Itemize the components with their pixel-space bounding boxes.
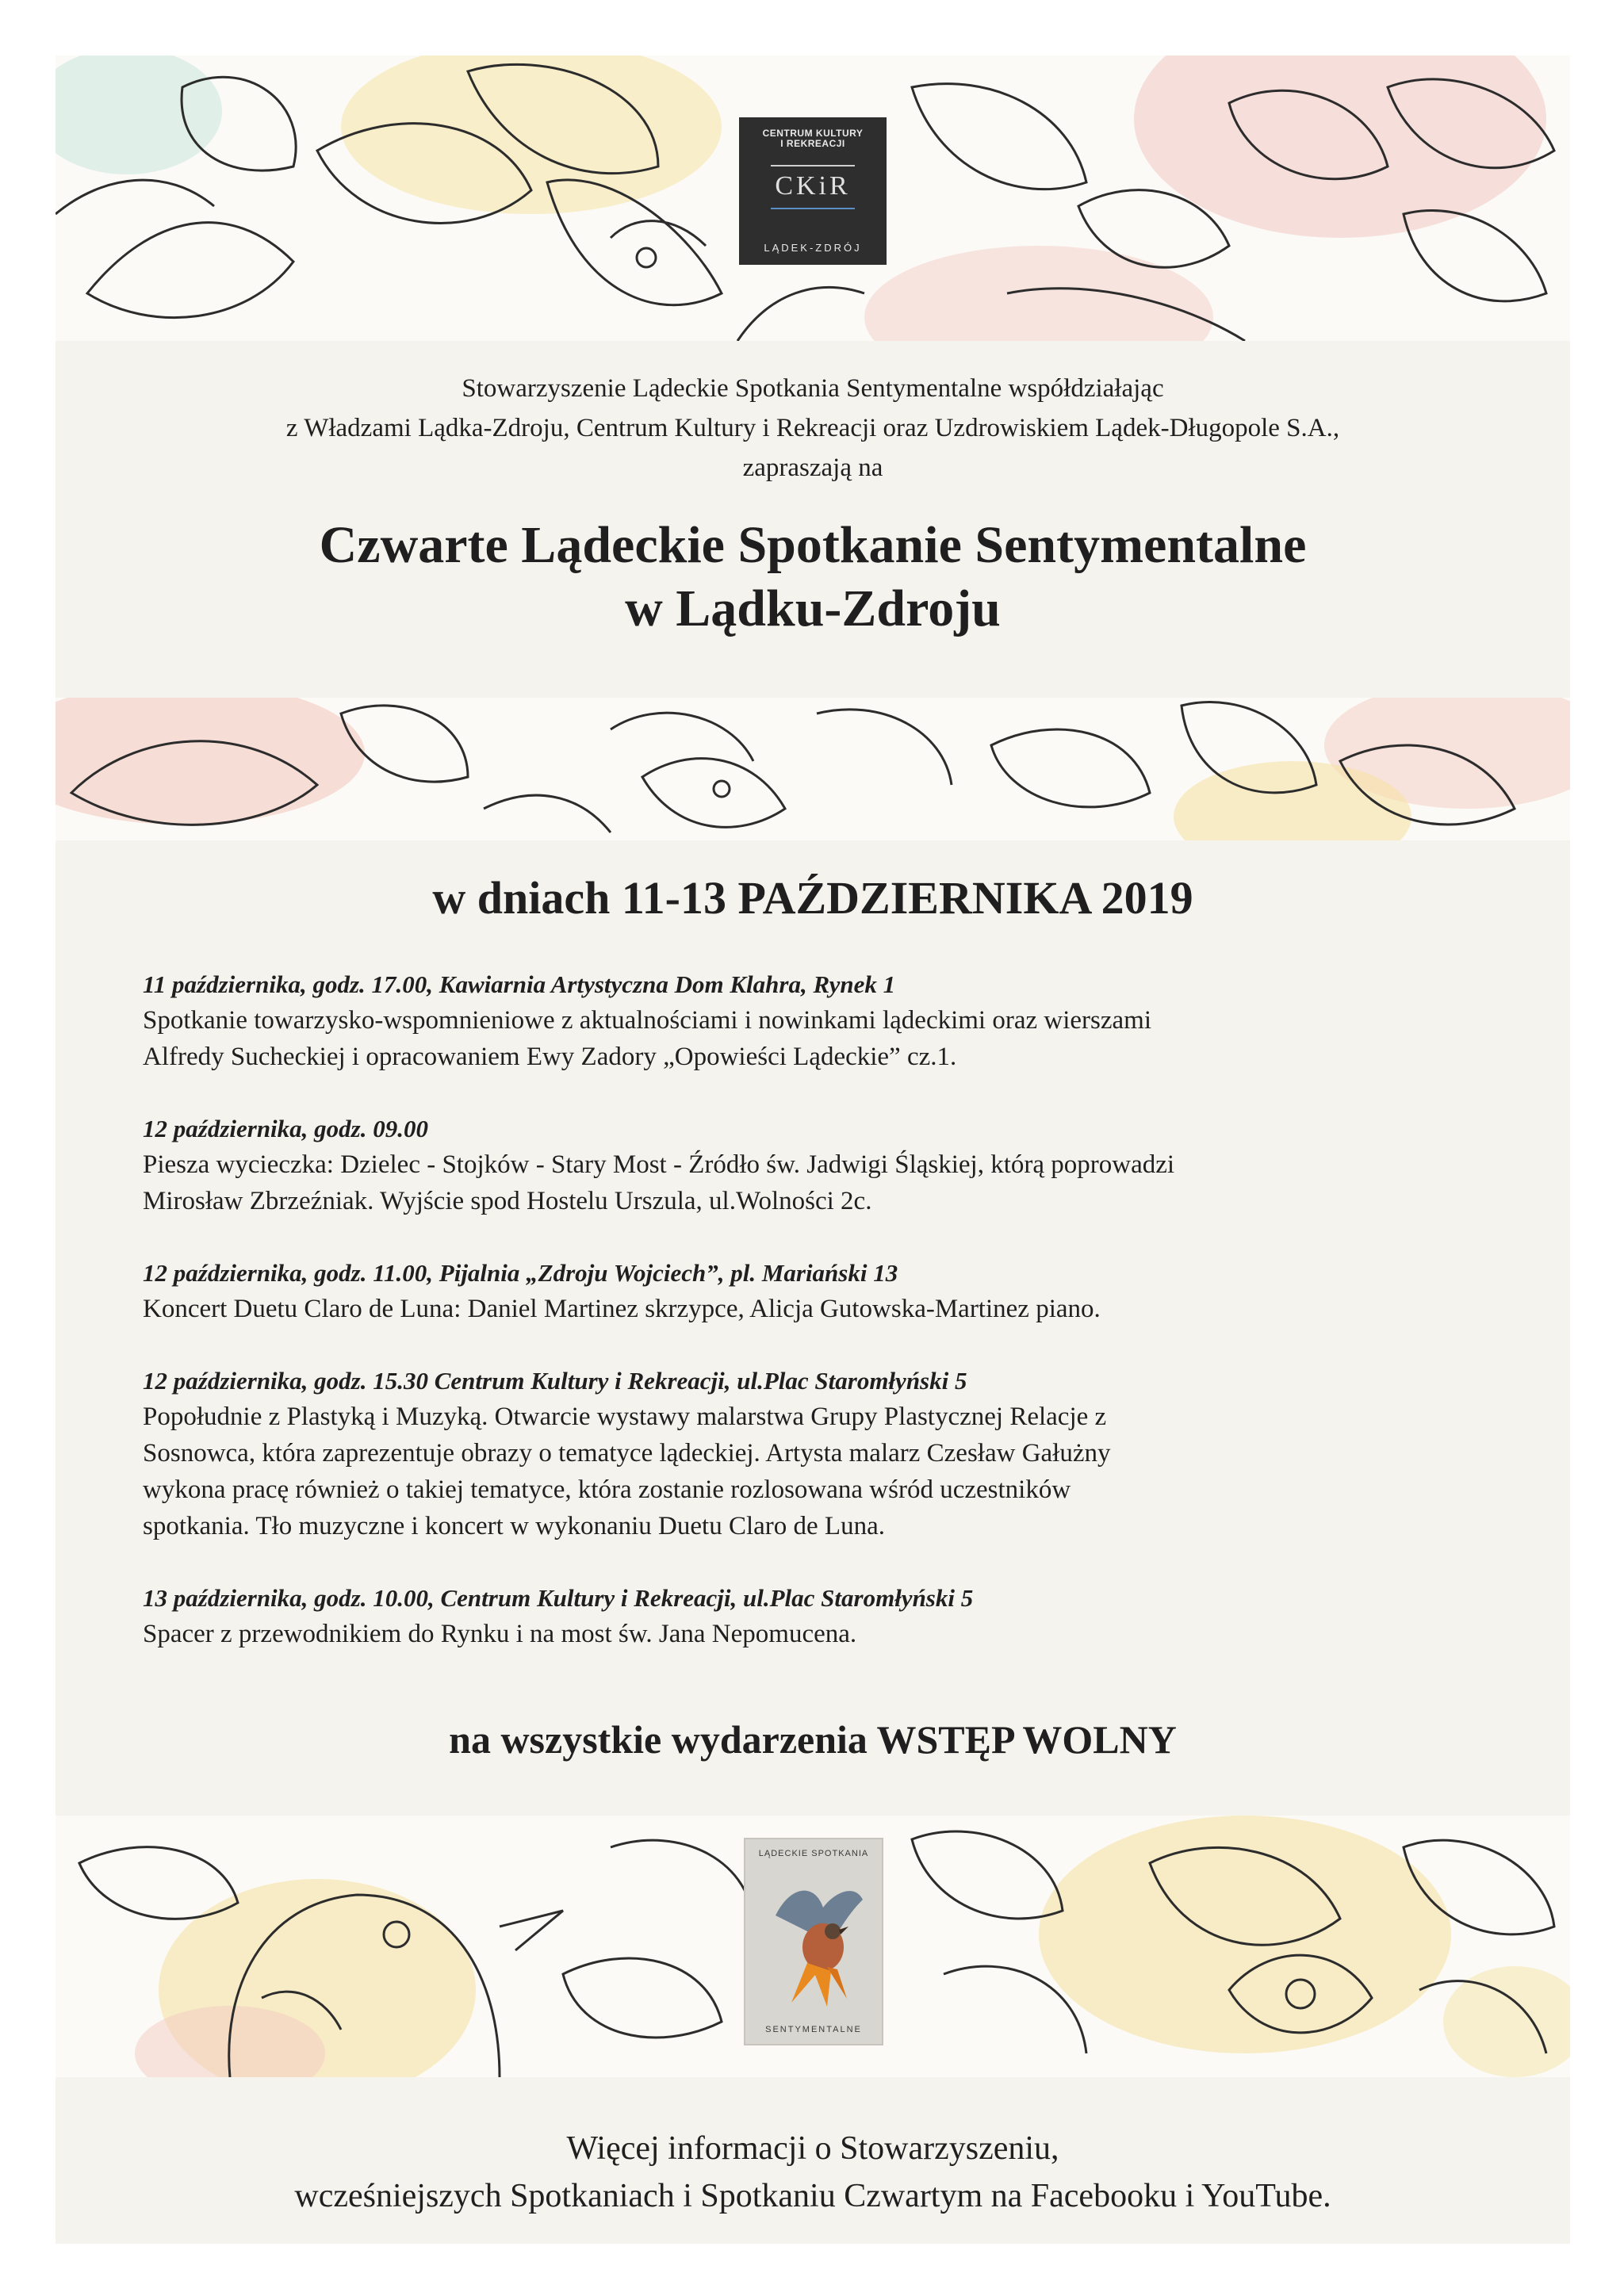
program-item-heading: 11 października, godz. 17.00, Kawiarnia Artystyczna Dom Klahra, Rynek 1 (143, 970, 896, 998)
logo-city: LĄDEK-ZDRÓJ (764, 242, 862, 254)
floral-illustration-middle (56, 698, 1570, 840)
program-item-description (143, 1399, 1522, 1544)
poster (56, 55, 1570, 2244)
logo-mark (771, 165, 855, 209)
event-title (56, 514, 1570, 641)
description-line: Sosnowca, która zaprezentuje obrazy o tematyce lądeckiej. Artysta malarz Czesław Gałużny (143, 1439, 1111, 1468)
description-line: wykona pracę również o takiej tematyce, która zostanie rozlosowana wśród uczestników (143, 1475, 1071, 1504)
description-line: spotkania. Tło muzyczne i koncert w wykonaniu Duetu Claro de Luna. (143, 1512, 885, 1540)
floral-band-bottom (56, 1816, 1570, 2077)
program-item-description (143, 1146, 1522, 1219)
intro-text (56, 369, 1570, 488)
program-item (143, 1112, 1522, 1219)
intro-line-2: z Władzami Lądka-Zdroju, Centrum Kultury i Rekreacji oraz Uzdrowiskiem Lądek-Długopole S.A., (285, 414, 1340, 442)
program-item-description (143, 1616, 1522, 1652)
event-dates: w dniach 11-13 PAŹDZIERNIKA 2019 (432, 872, 1193, 924)
description-line: Mirosław Zbrzeźniak. Wyjście spod Hostelu Urszula, ul.Wolności 2c. (143, 1187, 872, 1215)
description-line: Koncert Duetu Claro de Luna: Daniel Martinez skrzypce, Alicja Gutowska-Martinez piano. (143, 1295, 1101, 1323)
logo-name (739, 128, 887, 149)
footer-info (56, 2125, 1570, 2220)
bird-illustration (760, 1868, 871, 2011)
footer-line-1: Więcej informacji o Stowarzyszeniu, (566, 2130, 1059, 2167)
book-cover (744, 1838, 883, 2045)
description-line: Popołudnie z Plastyką i Muzyką. Otwarcie wystawy malarstwa Grupy Plastycznej Relacje z (143, 1402, 1107, 1431)
cover-top-text: LĄDECKIE SPOTKANIA (758, 1849, 869, 1858)
floral-band-middle (56, 698, 1570, 840)
floral-band-top (56, 55, 1570, 341)
program-item (143, 1581, 1522, 1652)
intro-line-3: zapraszają na (742, 453, 883, 482)
program-item-heading: 12 października, godz. 11.00, Pijalnia „Zdroju Wojciech”, pl. Mariański 13 (143, 1259, 898, 1287)
title-line-1: Czwarte Lądeckie Spotkanie Sentymentalne (319, 516, 1307, 574)
logo-name-line2: I REKREACJI (780, 138, 845, 149)
ckir-logo (739, 117, 887, 265)
free-entry-notice: na wszystkie wydarzenia WSTĘP WOLNY (449, 1717, 1177, 1762)
program-item-heading: 12 października, godz. 15.30 Centrum Kultury i Rekreacji, ul.Plac Staromłyński 5 (143, 1367, 967, 1395)
program-item-heading: 13 października, godz. 10.00, Centrum Kultury i Rekreacji, ul.Plac Staromłyński 5 (143, 1584, 974, 1612)
program-item (143, 1256, 1522, 1327)
footer-line-2: wcześniejszych Spotkaniach i Spotkaniu Czwartym na Facebooku i YouTube. (294, 2178, 1331, 2214)
program-item-description (143, 1002, 1522, 1075)
program-item (143, 967, 1522, 1075)
description-line: Spotkanie towarzysko-wspomnieniowe z aktualnościami i nowinkami lądeckimi oraz wierszami (143, 1006, 1151, 1035)
description-line: Spacer z przewodnikiem do Rynku i na most św. Jana Nepomucena. (143, 1620, 857, 1648)
intro-line-1: Stowarzyszenie Lądeckie Spotkania Sentymentalne współdziałając (462, 374, 1164, 403)
description-line: Piesza wycieczka: Dzielec - Stojków - Stary Most - Źródło św. Jadwigi Śląskiej, którą poprowadzi (143, 1150, 1175, 1179)
program-item-heading: 12 października, godz. 09.00 (143, 1115, 428, 1142)
logo-mark-text: CKiR (775, 171, 851, 201)
logo-name-line1: CENTRUM KULTURY (762, 128, 864, 139)
program-item (143, 1364, 1522, 1544)
program-item-description (143, 1291, 1522, 1327)
cover-bottom-text: SENTYMENTALNE (765, 2025, 862, 2034)
title-line-2: w Lądku-Zdroju (625, 580, 1001, 637)
description-line: Alfredy Sucheckiej i opracowaniem Ewy Zadory „Opowieści Lądeckie” cz.1. (143, 1043, 957, 1071)
program-list (143, 967, 1522, 1689)
